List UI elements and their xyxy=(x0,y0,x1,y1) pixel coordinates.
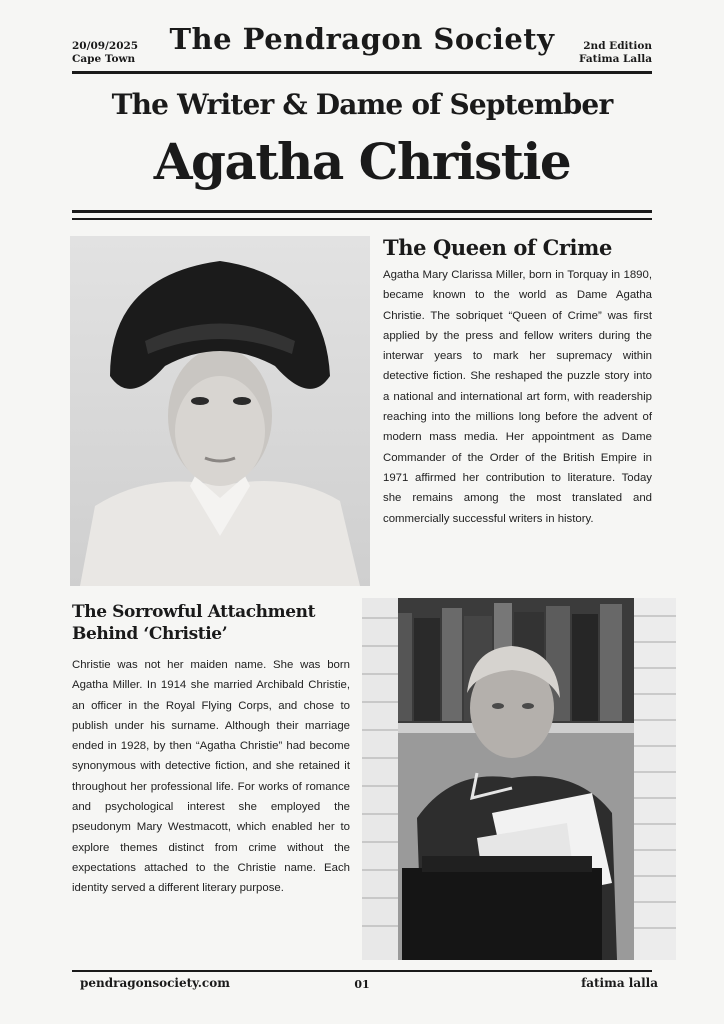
headline-rule-lower xyxy=(72,218,652,220)
footer-rule xyxy=(72,970,652,972)
section2-body: Christie was not her maiden name. She was born Agatha Miller. In 1914 she married Archibald Christie, an officer in the Royal Flying Corps, and chose to publish under his surname. Although their marriage ended in 1928, by then “Agatha Christie” had become synonymous with detective fiction, and she retained it throughout her professional life. For works of romance and psychological interest she employed the pseudonym Mary Westmacott, which enabled her to explore themes distinct from crime without the expectations attached to the Christie name. Each identity served a different literary purpose. xyxy=(72,659,350,895)
page-number: 01 xyxy=(354,978,370,991)
issue-date: 20/09/2025 xyxy=(72,40,139,52)
edition-label: 2nd Edition xyxy=(583,40,652,52)
headline-rule-upper xyxy=(72,210,652,213)
masthead-title: The Pendragon Society xyxy=(169,22,555,56)
headline-kicker: The Writer & Dame of September xyxy=(111,88,613,121)
section1-title: The Queen of Crime xyxy=(383,235,612,260)
portrait-photo xyxy=(70,236,370,586)
top-rule xyxy=(72,71,652,74)
typewriter-photo xyxy=(362,598,676,960)
issue-location: Cape Town xyxy=(72,53,136,65)
section1-body: Agatha Mary Clarissa Miller, born in Torquay in 1890, became known to the world as Dame Agatha Christie. The sobriquet “Queen of Crime” was first applied by the press and fellow writers during the interwar years to mark her supremacy within detective fiction. She reshaped the puzzle story into a national and international art form, with readership reaching into the millions long before the advent of modern mass media. Her appointment as Dame Commander of the Order of the British Empire in 1971 affirmed her contribution to literature. Today she remains among the most translated and commercially successful writers in history. xyxy=(383,269,652,525)
editor-name: Fatima Lalla xyxy=(578,53,652,65)
footer-site-link[interactable]: pendragonsociety.com xyxy=(80,976,230,990)
section2-title: The Sorrowful Attachment Behind ‘Christie’ xyxy=(72,602,316,644)
footer-author: fatima lalla xyxy=(581,976,658,990)
headline-name: Agatha Christie xyxy=(153,132,571,191)
masthead-edition xyxy=(579,40,652,66)
